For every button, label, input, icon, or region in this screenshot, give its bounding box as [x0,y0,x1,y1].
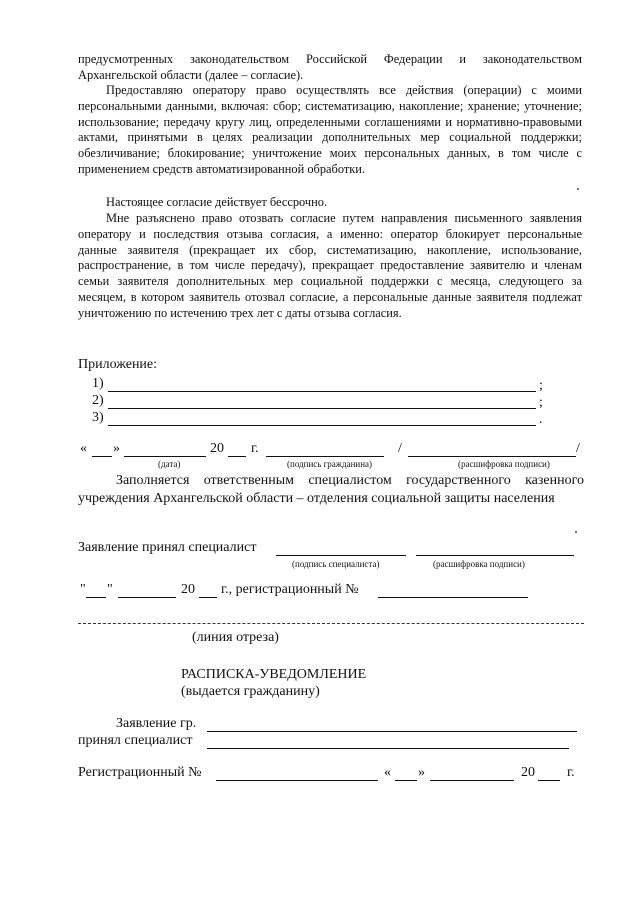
scan-speck [575,531,577,533]
appendix-item-1-line[interactable] [108,391,536,392]
date-year-prefix: 20 [210,441,224,456]
appendix-item-2-end: ; [539,395,543,410]
consent-paragraph-continued: предусмотренных законодательством Российской Федерации и законодательством Архангельской области (далее – согласие). [78,52,582,82]
appendix-item-3-end: . [539,412,543,427]
reg-suffix: г., регистрационный № [221,582,359,597]
reg-month-field[interactable] [118,597,176,598]
receipt-applicant-label: Заявление гр. [116,716,197,731]
consent-paragraph-rights: Предоставляю оператору право осуществлять все действия (операции) с моими персональными данными, включая: сбор; систематизацию, накопление; хранение; уточнение; использование; передачу кругу лиц, определенными соглашениями и нормативно-правовыми актами, принятыми в целях реализации дополнительных мер социальной поддержки; обезличивание; блокирование; уничтожение моих персональных данных, в том числе с применением средств автоматизированной обработки. [78,83,582,176]
receipt-year-field[interactable] [538,780,560,781]
reg-year-prefix: 20 [181,582,195,597]
receipt-quote-close: » [418,765,425,780]
specialist-signature-field[interactable] [276,555,406,556]
appendix-item-2-line[interactable] [108,408,536,409]
receipt-month-field[interactable] [430,780,514,781]
date-month-field[interactable] [124,456,206,457]
receipt-day-field[interactable] [395,780,417,781]
label-citizen-signature: (подпись гражданина) [287,459,373,469]
date-year-suffix: г. [251,441,259,456]
receipt-year-prefix: 20 [521,765,535,780]
reg-day-field[interactable] [86,597,106,598]
date-year-field[interactable] [228,456,246,457]
reg-quote-close: " [107,582,113,597]
label-specialist-decoding: (расшифровка подписи) [433,559,525,569]
date-day-field[interactable] [92,456,112,457]
cut-line [78,623,584,624]
appendix-item-3-line[interactable] [108,425,536,426]
appendix-item-3-number: 3) [92,410,104,425]
label-signature-decoding: (расшифровка подписи) [458,459,550,469]
reg-quote-open: " [80,582,86,597]
appendix-item-1-number: 1) [92,376,104,391]
appendix-item-1-end: ; [539,378,543,393]
receipt-specialist-field[interactable] [207,748,569,749]
cut-line-label: (линия отреза) [192,630,279,645]
accepted-label: Заявление принял специалист [78,540,257,555]
specialist-note: Заполняется ответственным специалистом государственного казенного учреждения Архангельской области – отделения социальной защиты населения [78,473,584,506]
date-quote-close: » [113,441,120,456]
receipt-specialist-label: принял специалист [78,733,193,748]
signature-slash-left: / [398,441,402,456]
receipt-quote-open: « [384,765,391,780]
receipt-subtitle: (выдается гражданину) [181,684,320,699]
receipt-applicant-field[interactable] [207,731,577,732]
consent-paragraph-duration: Настоящее согласие действует бессрочно. [106,195,328,209]
label-date: (дата) [158,459,181,469]
date-quote-open: « [80,441,87,456]
receipt-title: РАСПИСКА-УВЕДОМЛЕНИЕ [181,667,367,682]
receipt-year-suffix: г. [567,765,575,780]
appendix-item-2-number: 2) [92,393,104,408]
reg-year-field[interactable] [199,597,217,598]
appendix-title: Приложение: [78,357,158,372]
citizen-signature-field[interactable] [266,456,384,457]
label-specialist-signature: (подпись специалиста) [292,559,380,569]
consent-paragraph-revocation: Мне разъяснено право отозвать согласие путем направления письменного заявления оператору и последствия отзыва согласия, а именно: оператор блокирует персональные данные заявителя (прекращает их сбор, систематизацию, накопление, использование, распространение, в том числе передачу), прекращает предоставление заявителю и членам семьи заявителя дополнительных мер социальной поддержки с месяца, следующего за месяцем, в котором заявитель отозвал согласие, а персональные данные заявителя подлежат уничтожению по истечению трех лет с даты отзыва согласия. [78,211,582,320]
specialist-decoding-field[interactable] [416,555,574,556]
receipt-reg-label: Регистрационный № [78,765,202,780]
receipt-reg-number-field[interactable] [216,780,378,781]
signature-slash-right: / [576,441,580,456]
citizen-signature-decoding-field[interactable] [408,456,576,457]
reg-number-field[interactable] [378,597,528,598]
scan-speck [577,188,579,190]
